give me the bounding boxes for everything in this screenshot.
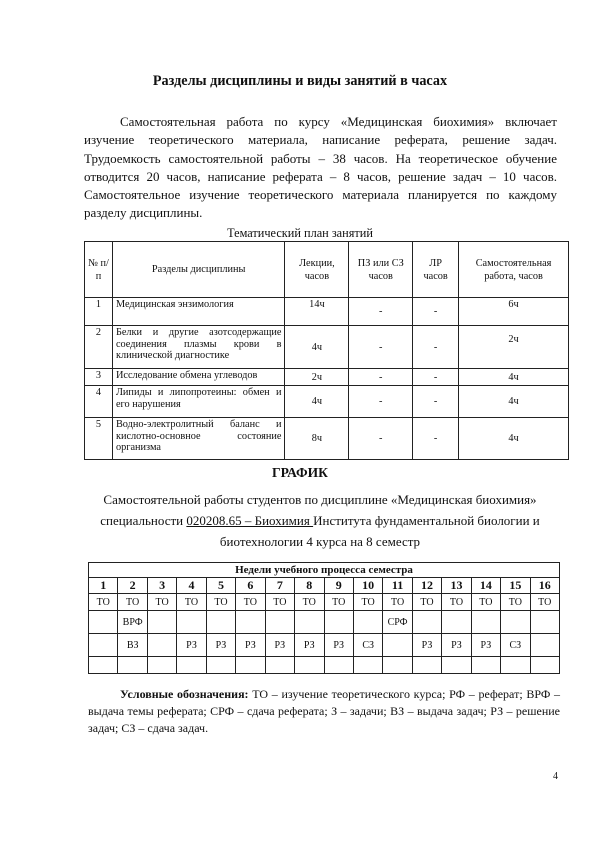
week-cell: 15 xyxy=(501,578,530,594)
blank-cell xyxy=(177,657,206,674)
schedule-subtitle xyxy=(90,489,550,552)
row-self: 4ч xyxy=(459,418,569,460)
schedule-table xyxy=(88,562,560,674)
theory-cell: ТО xyxy=(236,594,265,611)
week-cell: 7 xyxy=(265,578,294,594)
theory-cell: ТО xyxy=(265,594,294,611)
row-self: 6ч xyxy=(459,298,569,326)
col-header-lectures: Лекции, часов xyxy=(285,242,349,298)
blank-cell xyxy=(147,657,176,674)
row-pz: - xyxy=(349,386,413,418)
week-cell: 9 xyxy=(324,578,353,594)
col-header-num: № п/п xyxy=(85,242,113,298)
theory-cell: ТО xyxy=(89,594,118,611)
weeks-row xyxy=(89,578,560,594)
task-cell: РЗ xyxy=(236,634,265,657)
row-num: 1 xyxy=(85,298,113,326)
col-header-sections: Разделы дисциплины xyxy=(112,242,285,298)
theory-cell: ТО xyxy=(206,594,235,611)
weeks-header: Недели учебного процесса семестра xyxy=(89,563,560,578)
essay-cell xyxy=(89,611,118,634)
week-cell: 16 xyxy=(530,578,559,594)
week-cell: 4 xyxy=(177,578,206,594)
blank-cell xyxy=(118,657,147,674)
theory-cell: ТО xyxy=(177,594,206,611)
blank-cell xyxy=(383,657,412,674)
row-num: 3 xyxy=(85,369,113,386)
essay-cell xyxy=(353,611,382,634)
row-section: Водно-электролитный баланс и кислотно-основное состояние организма xyxy=(112,418,285,460)
essay-cell xyxy=(265,611,294,634)
task-cell xyxy=(530,634,559,657)
row-num: 4 xyxy=(85,386,113,418)
table-row xyxy=(85,298,569,326)
table-row xyxy=(85,418,569,460)
task-cell: РЗ xyxy=(177,634,206,657)
essay-cell xyxy=(471,611,500,634)
week-cell: 14 xyxy=(471,578,500,594)
row-lectures: 4ч xyxy=(285,386,349,418)
theory-cell: ТО xyxy=(501,594,530,611)
essay-row xyxy=(89,611,560,634)
essay-cell xyxy=(236,611,265,634)
table-row xyxy=(85,386,569,418)
essay-cell xyxy=(295,611,324,634)
week-cell: 3 xyxy=(147,578,176,594)
blank-row xyxy=(89,657,560,674)
essay-cell xyxy=(324,611,353,634)
blank-cell xyxy=(206,657,235,674)
task-cell: СЗ xyxy=(501,634,530,657)
schedule-subtitle-part2: Института фундаментальной биологии и биотехнологии 4 курса на 8 семестр xyxy=(219,513,540,549)
blank-cell xyxy=(353,657,382,674)
essay-cell xyxy=(206,611,235,634)
row-lectures: 14ч xyxy=(285,298,349,326)
row-lectures: 4ч xyxy=(285,326,349,369)
task-cell xyxy=(89,634,118,657)
row-pz: - xyxy=(349,298,413,326)
schedule-subtitle-part1: Самостоятельной работы студентов по дисциплине «Медицинская биохимия» специальности xyxy=(100,492,537,528)
row-section: Белки и другие азотсодержащие соединения плазмы крови в клинической диагностике xyxy=(112,326,285,369)
blank-cell xyxy=(295,657,324,674)
col-header-self: Самостоятельная работа, часов xyxy=(459,242,569,298)
row-pz: - xyxy=(349,326,413,369)
plan-header-row xyxy=(85,242,569,298)
essay-cell xyxy=(530,611,559,634)
row-lr: - xyxy=(413,418,459,460)
theory-cell: ТО xyxy=(324,594,353,611)
task-cell: СЗ xyxy=(353,634,382,657)
blank-cell xyxy=(471,657,500,674)
essay-cell: ВРФ xyxy=(118,611,147,634)
blank-cell xyxy=(412,657,441,674)
row-section: Исследование обмена углеводов xyxy=(112,369,285,386)
week-cell: 6 xyxy=(236,578,265,594)
task-cell: РЗ xyxy=(412,634,441,657)
task-cell: ВЗ xyxy=(118,634,147,657)
theory-cell: ТО xyxy=(295,594,324,611)
table-row xyxy=(85,326,569,369)
row-self: 4ч xyxy=(459,369,569,386)
theory-cell: ТО xyxy=(353,594,382,611)
schedule-header-row xyxy=(89,563,560,578)
row-lr: - xyxy=(413,386,459,418)
theory-row xyxy=(89,594,560,611)
theory-cell: ТО xyxy=(118,594,147,611)
row-pz: - xyxy=(349,369,413,386)
legend-label: Условные обозначения: xyxy=(120,687,249,701)
task-cell: РЗ xyxy=(265,634,294,657)
blank-cell xyxy=(501,657,530,674)
row-num: 2 xyxy=(85,326,113,369)
blank-cell xyxy=(442,657,471,674)
task-cell: РЗ xyxy=(295,634,324,657)
week-cell: 2 xyxy=(118,578,147,594)
essay-cell xyxy=(501,611,530,634)
theory-cell: ТО xyxy=(442,594,471,611)
row-self: 2ч xyxy=(459,326,569,369)
row-self: 4ч xyxy=(459,386,569,418)
schedule-title: ГРАФИК xyxy=(272,465,328,480)
essay-cell: СРФ xyxy=(383,611,412,634)
week-cell: 5 xyxy=(206,578,235,594)
row-num: 5 xyxy=(85,418,113,460)
tasks-row xyxy=(89,634,560,657)
col-header-pz: ПЗ или СЗ часов xyxy=(349,242,413,298)
theory-cell: ТО xyxy=(147,594,176,611)
essay-cell xyxy=(442,611,471,634)
week-cell: 13 xyxy=(442,578,471,594)
row-section: Липиды и липопротеины: обмен и его нарушения xyxy=(112,386,285,418)
theory-cell: ТО xyxy=(383,594,412,611)
blank-cell xyxy=(236,657,265,674)
intro-text: Самостоятельная работа по курсу «Медицинская биохимия» включает изучение теоретического материала, написание реферата, решение задач. Трудоемкость самостоятельной работы – 38 часов. На теоретическое обучение отводится 20 часов, написание реферата – 8 часов, решение задач – 10 часов. Самостоятельное изучение теоретического материала планируется по каждому разделу дисциплины. xyxy=(84,114,557,221)
row-section: Медицинская энзимология xyxy=(112,298,285,326)
blank-cell xyxy=(530,657,559,674)
week-cell: 11 xyxy=(383,578,412,594)
row-lectures: 8ч xyxy=(285,418,349,460)
week-cell: 1 xyxy=(89,578,118,594)
task-cell xyxy=(147,634,176,657)
week-cell: 12 xyxy=(412,578,441,594)
row-lectures: 2ч xyxy=(285,369,349,386)
section-heading: Разделы дисциплины и виды занятий в часах xyxy=(152,73,448,89)
page-number: 4 xyxy=(553,771,558,782)
row-lr: - xyxy=(413,369,459,386)
thematic-plan-table xyxy=(84,241,569,460)
row-pz: - xyxy=(349,418,413,460)
row-lr: - xyxy=(413,326,459,369)
task-cell: РЗ xyxy=(206,634,235,657)
week-cell: 10 xyxy=(353,578,382,594)
task-cell: РЗ xyxy=(442,634,471,657)
legend xyxy=(88,686,560,737)
week-cell: 8 xyxy=(295,578,324,594)
task-cell: РЗ xyxy=(324,634,353,657)
table-row xyxy=(85,369,569,386)
task-cell: РЗ xyxy=(471,634,500,657)
theory-cell: ТО xyxy=(530,594,559,611)
col-header-lr: ЛР часов xyxy=(413,242,459,298)
task-cell xyxy=(383,634,412,657)
specialty-code: 020208.65 – Биохимия xyxy=(186,513,314,528)
essay-cell xyxy=(147,611,176,634)
essay-cell xyxy=(177,611,206,634)
blank-cell xyxy=(324,657,353,674)
legend-text: ТО – изучение теоретического курса; РФ – реферат; ВРФ – выдача темы реферата; СРФ – сдача реферата; З – задачи; ВЗ – выдача задач; РЗ – решение задач; СЗ – сдача задач. xyxy=(88,687,560,735)
theory-cell: ТО xyxy=(471,594,500,611)
intro-paragraph xyxy=(84,113,557,223)
blank-cell xyxy=(265,657,294,674)
theory-cell: ТО xyxy=(412,594,441,611)
plan-caption: Тематический план занятий xyxy=(227,226,373,240)
blank-cell xyxy=(89,657,118,674)
row-lr: - xyxy=(413,298,459,326)
essay-cell xyxy=(412,611,441,634)
